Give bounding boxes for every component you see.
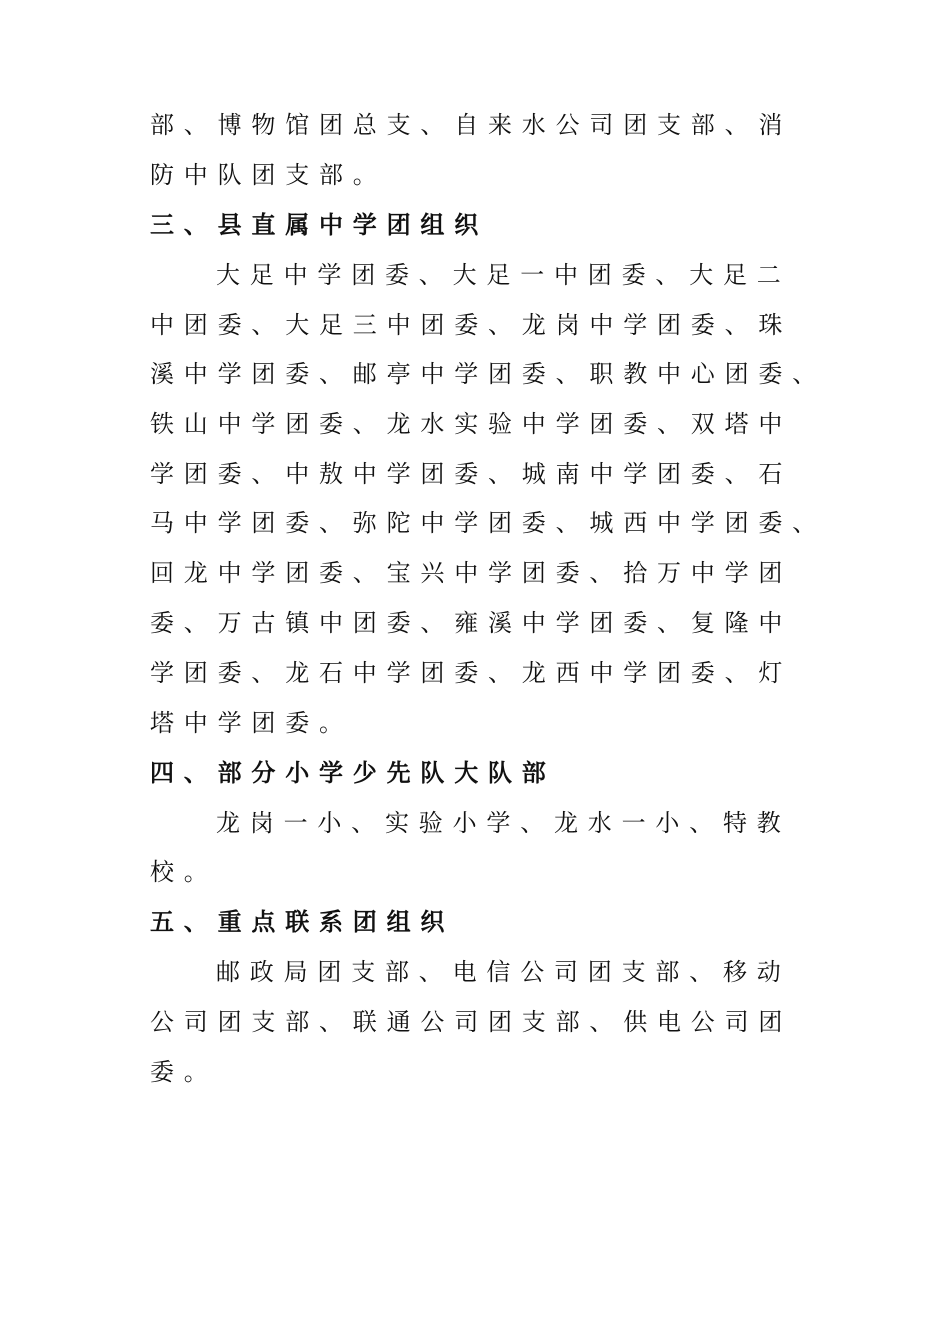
paragraph-line: 部、博物馆团总支、自来水公司团支部、消 — [150, 111, 793, 139]
paragraph-line: 马中学团委、弥陀中学团委、城西中学团委、 — [150, 509, 826, 537]
section-heading: 三、县直属中学团组织 — [150, 210, 488, 239]
paragraph-line: 学团委、中敖中学团委、城南中学团委、石 — [150, 460, 793, 488]
paragraph-line: 铁山中学团委、龙水实验中学团委、双塔中 — [150, 410, 793, 438]
paragraph-line: 公司团支部、联通公司团支部、供电公司团 — [150, 1008, 793, 1036]
section-heading: 五、重点联系团组织 — [150, 907, 455, 936]
paragraph-line: 中团委、大足三中团委、龙岗中学团委、珠 — [150, 311, 793, 339]
paragraph-line: 塔中学团委。 — [150, 709, 353, 737]
paragraph-line: 大足中学团委、大足一中团委、大足二 — [216, 261, 791, 289]
paragraph-line: 溪中学团委、邮亭中学团委、职教中心团委、 — [150, 360, 826, 388]
paragraph-line: 学团委、龙石中学团委、龙西中学团委、灯 — [150, 659, 793, 687]
paragraph-line: 委、万古镇中团委、雍溪中学团委、复隆中 — [150, 609, 793, 637]
paragraph-line: 校。 — [150, 858, 218, 886]
paragraph-line: 龙岗一小、实验小学、龙水一小、特教 — [216, 809, 791, 837]
paragraph-line: 回龙中学团委、宝兴中学团委、拾万中学团 — [150, 559, 793, 587]
paragraph-line: 防中队团支部。 — [150, 161, 387, 189]
paragraph-line: 邮政局团支部、电信公司团支部、移动 — [216, 958, 791, 986]
section-heading: 四、部分小学少先队大队部 — [150, 758, 556, 787]
paragraph-line: 委。 — [150, 1058, 218, 1086]
